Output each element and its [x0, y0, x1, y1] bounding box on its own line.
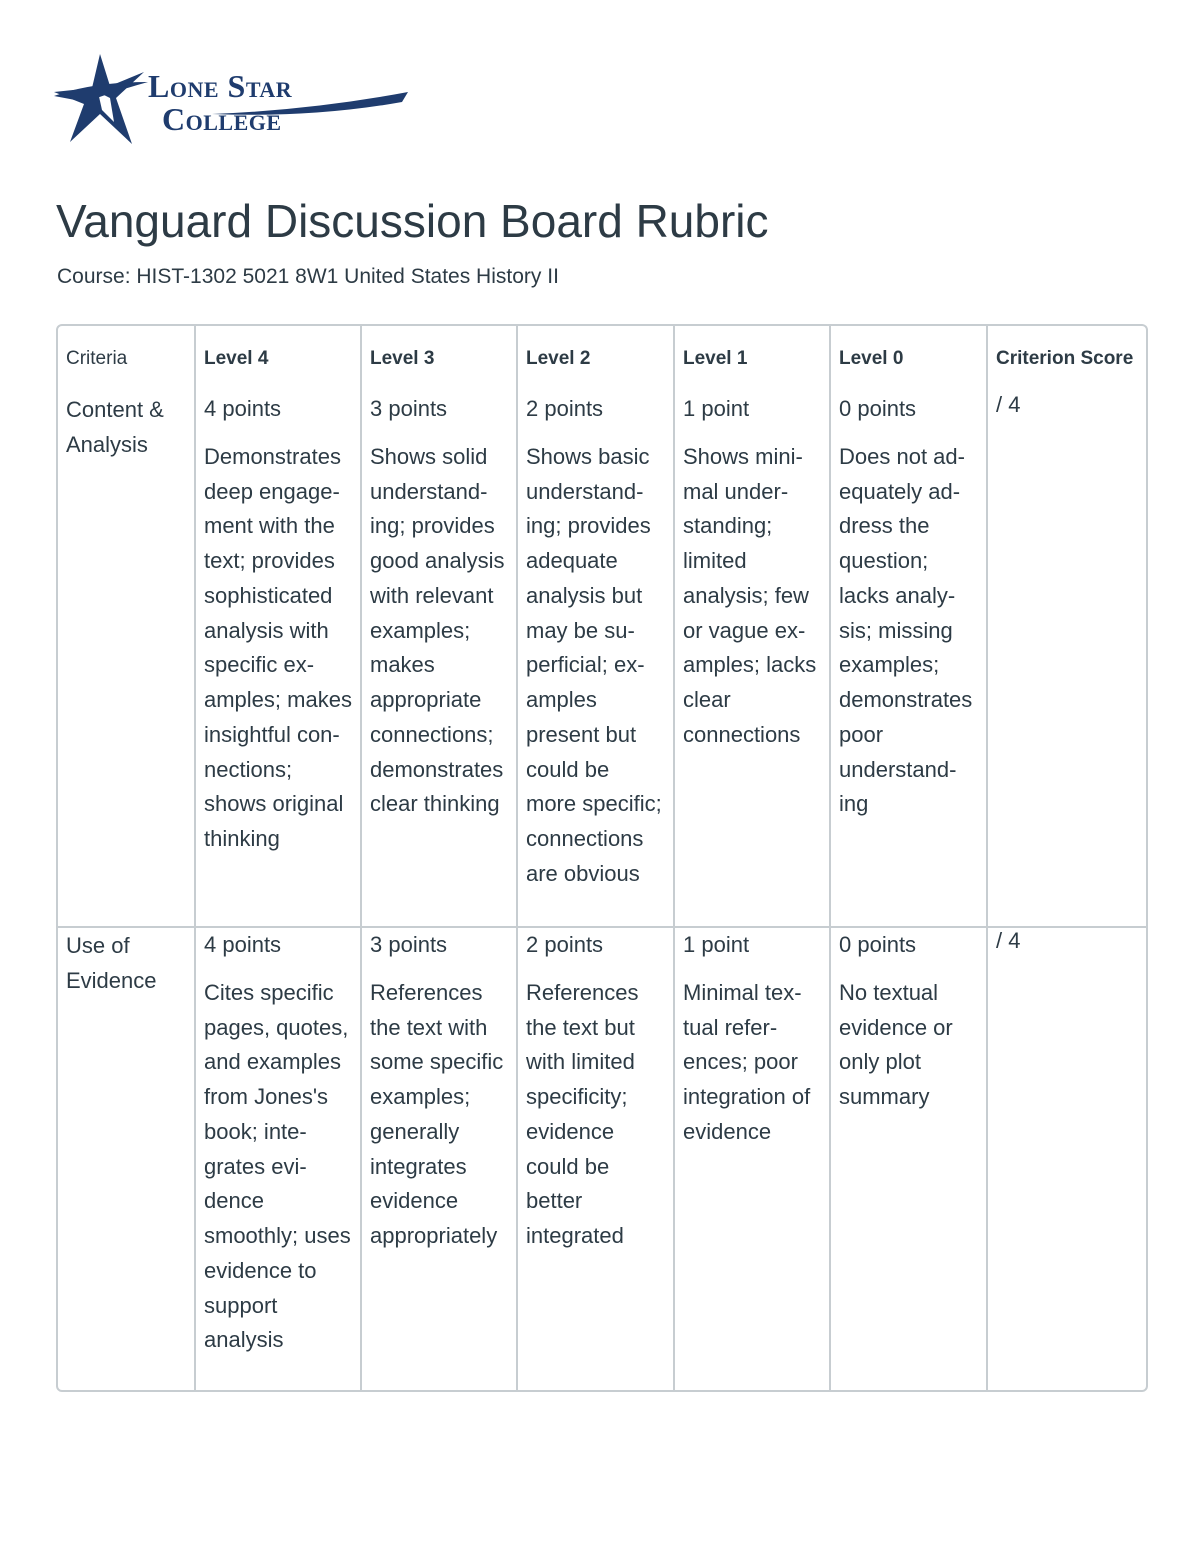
criterion-score: / 4 [996, 928, 1021, 953]
rating-description: References the text but with limited specificity; evidence could be better integrated [526, 979, 639, 1248]
rating-cell [196, 928, 362, 1390]
rating-description: No textual evidence or only plot summary [839, 979, 953, 1109]
rating-cell [362, 392, 518, 928]
star-icon [52, 52, 152, 150]
rating-cell [831, 392, 988, 928]
rubric-table [56, 324, 1148, 1392]
rating-points: 1 point [683, 932, 750, 957]
rating-cell [518, 392, 675, 928]
rating-description: References the text with some specific examples; generally integrates evidence appropriately [370, 979, 504, 1248]
rating-description: Cites specific pages, quotes, and examples from Jones's book; integrates evidence smoothly; uses evidence to support analysis [204, 979, 351, 1353]
rating-points: 0 points [839, 932, 917, 957]
rating-description: Minimal textual references; poor integration of evidence [683, 979, 811, 1144]
header-row [58, 326, 1146, 392]
rating-description: Demonstrates deep engagement with the text; provides sophisticated analysis with specific examples; makes insightful connections; shows original thinking [204, 443, 352, 851]
rating-description: Shows basic understanding; provides adequate analysis but may be superficial; examples present but could be more specific; connections are obvious [526, 443, 662, 886]
header-criterion-score: Criterion Score [996, 347, 1134, 369]
rating-cell [196, 392, 362, 928]
table-row [58, 392, 1146, 928]
rating-cell [675, 392, 831, 928]
rating-points: 1 point [683, 396, 750, 421]
header-level-0: Level 0 [831, 326, 988, 392]
rating-points: 3 points [370, 932, 448, 957]
logo-line1: Lone Star [148, 68, 293, 104]
rating-cell [831, 928, 988, 1390]
rating-cell [362, 928, 518, 1390]
logo-wordmark [148, 68, 293, 137]
page-title: Vanguard Discussion Board Rubric [56, 195, 769, 247]
header-level-3: Level 3 [362, 326, 518, 392]
rating-description: Does not adequately address the question; lacks analysis; missing examples; demonstrates poor understanding [839, 443, 973, 817]
rating-description: Shows minimal understanding; limited analysis; few or vague examples; lacks clear connections [683, 443, 817, 747]
rating-description: Shows solid understanding; provides good analysis with relevant examples; makes appropriate connections; demonstrates clear thinking [370, 443, 505, 817]
criterion-name: Content & Analysis [58, 392, 196, 928]
criterion-score: / 4 [988, 392, 1146, 928]
rating-points: 0 points [839, 396, 917, 421]
rating-points: 4 points [204, 932, 282, 957]
rating-cell [518, 928, 675, 1390]
header-criteria: Criteria [58, 326, 196, 392]
header-level-1: Level 1 [675, 326, 831, 392]
criterion-name: Use of Evidence [58, 928, 196, 1390]
rating-points: 4 points [204, 396, 282, 421]
header-level-4: Level 4 [196, 326, 362, 392]
rating-cell [675, 928, 831, 1390]
rating-points: 2 points [526, 396, 604, 421]
logo-line2: College [162, 100, 282, 137]
header-level-2: Level 2 [518, 326, 675, 392]
rating-points: 2 points [526, 932, 604, 957]
table-row [58, 928, 1146, 1390]
course-info: Course: HIST-1302 5021 8W1 United States History II [57, 265, 559, 288]
rating-points: 3 points [370, 396, 448, 421]
